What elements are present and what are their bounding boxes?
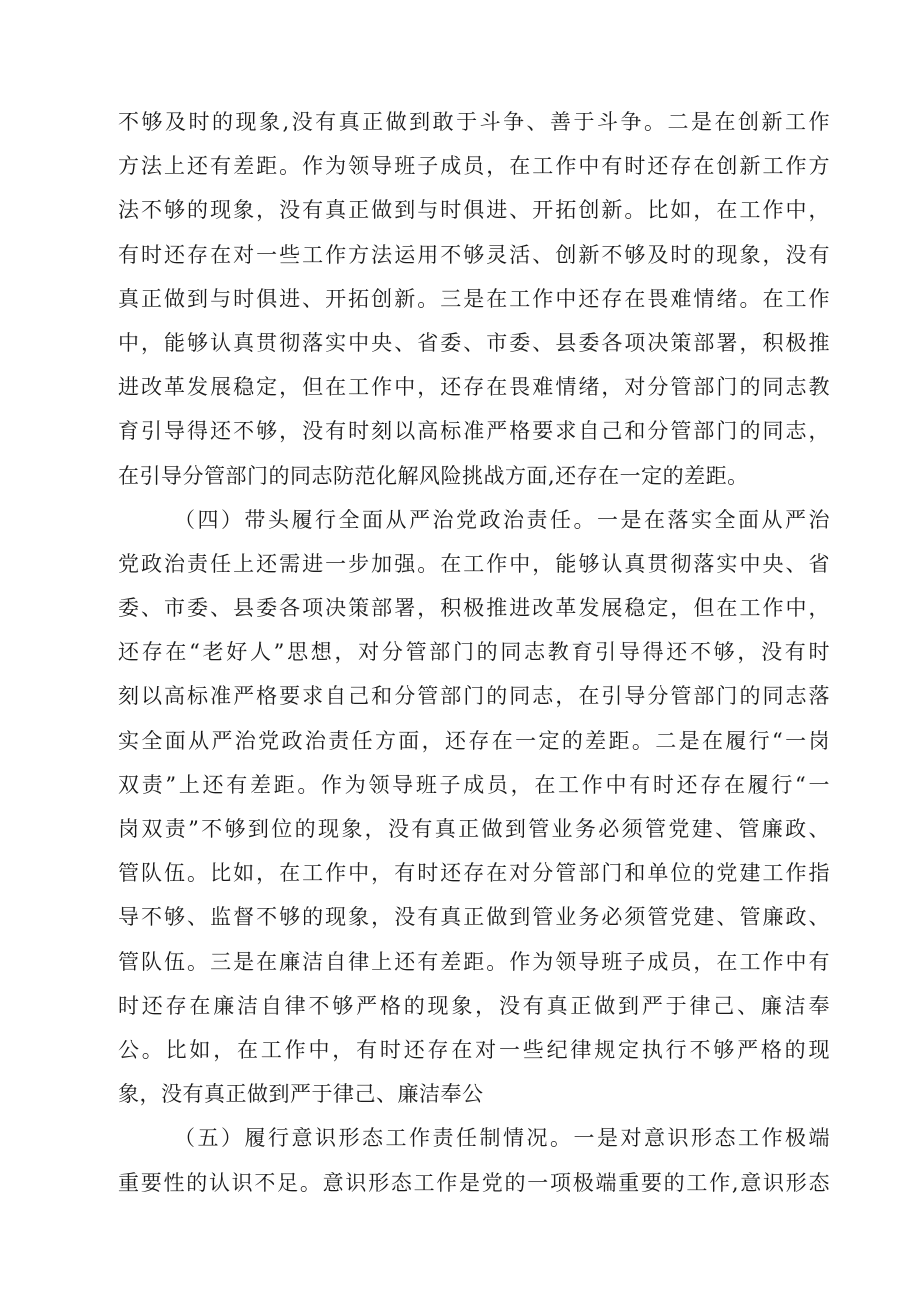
text-line: 双责”上还有差距。作为领导班子成员，在工作中有时还存在履行“一 bbox=[118, 772, 830, 797]
text-line: 导不够、监督不够的现象，没有真正做到管业务必须管党建、管廉政、 bbox=[118, 905, 830, 930]
text-line: 管队伍。比如，在工作中，有时还存在对分管部门和单位的党建工作指 bbox=[118, 861, 830, 886]
text-line: 在引导分管部门的同志防范化解风险挑战方面,还存在一定的差距。 bbox=[118, 463, 749, 488]
text-line: （四）带头履行全面从严治党政治责任。一是在落实全面从严治 bbox=[174, 507, 830, 532]
text-line: 管队伍。三是在廉洁自律上还有差距。作为领导班子成员，在工作中有 bbox=[118, 949, 830, 974]
text-line: 时还存在廉洁自律不够严格的现象，没有真正做到严于律己、廉洁奉 bbox=[118, 993, 830, 1018]
text-line: （五）履行意识形态工作责任制情况。一是对意识形态工作极端 bbox=[174, 1126, 830, 1151]
text-line: 有时还存在对一些工作方法运用不够灵活、创新不够及时的现象，没有 bbox=[118, 242, 830, 267]
text-line: 党政治责任上还需进一步加强。在工作中，能够认真贯彻落实中央、省 bbox=[118, 551, 830, 576]
text-line: 重要性的认识不足。意识形态工作是党的一项极端重要的工作,意识形态 bbox=[118, 1170, 830, 1195]
text-line: 法不够的现象，没有真正做到与时俱进、开拓创新。比如，在工作中， bbox=[118, 198, 830, 223]
text-line: 不够及时的现象,没有真正做到敢于斗争、善于斗争。二是在创新工作 bbox=[118, 110, 830, 134]
document-body bbox=[118, 100, 830, 1205]
text-line: 刻以高标准严格要求自己和分管部门的同志，在引导分管部门的同志落 bbox=[118, 684, 830, 709]
text-line: 实全面从严治党政治责任方面，还存在一定的差距。二是在履行“一岗 bbox=[118, 728, 830, 753]
text-line: 岗双责”不够到位的现象，没有真正做到管业务必须管党建、管廉政、 bbox=[118, 817, 830, 841]
text-line: 真正做到与时俱进、开拓创新。三是在工作中还存在畏难情绪。在工作 bbox=[118, 286, 830, 311]
text-line: 委、市委、县委各项决策部署，积极推进改革发展稳定，但在工作中， bbox=[118, 596, 830, 621]
text-line: 进改革发展稳定，但在工作中，还存在畏难情绪，对分管部门的同志教 bbox=[118, 375, 830, 400]
text-line: 育引导得还不够，没有时刻以高标准严格要求自己和分管部门的同志， bbox=[118, 419, 830, 444]
text-line: 方法上还有差距。作为领导班子成员，在工作中有时还存在创新工作方 bbox=[118, 154, 830, 179]
text-line: 象，没有真正做到严于律己、廉洁奉公 bbox=[118, 1082, 484, 1107]
text-line: 公。比如，在工作中，有时还存在对一些纪律规定执行不够严格的现 bbox=[118, 1037, 830, 1062]
text-line: 还存在“老好人”思想，对分管部门的同志教育引导得还不够，没有时 bbox=[118, 640, 830, 665]
text-line: 中，能够认真贯彻落实中央、省委、市委、县委各项决策部署，积极推 bbox=[118, 330, 830, 355]
